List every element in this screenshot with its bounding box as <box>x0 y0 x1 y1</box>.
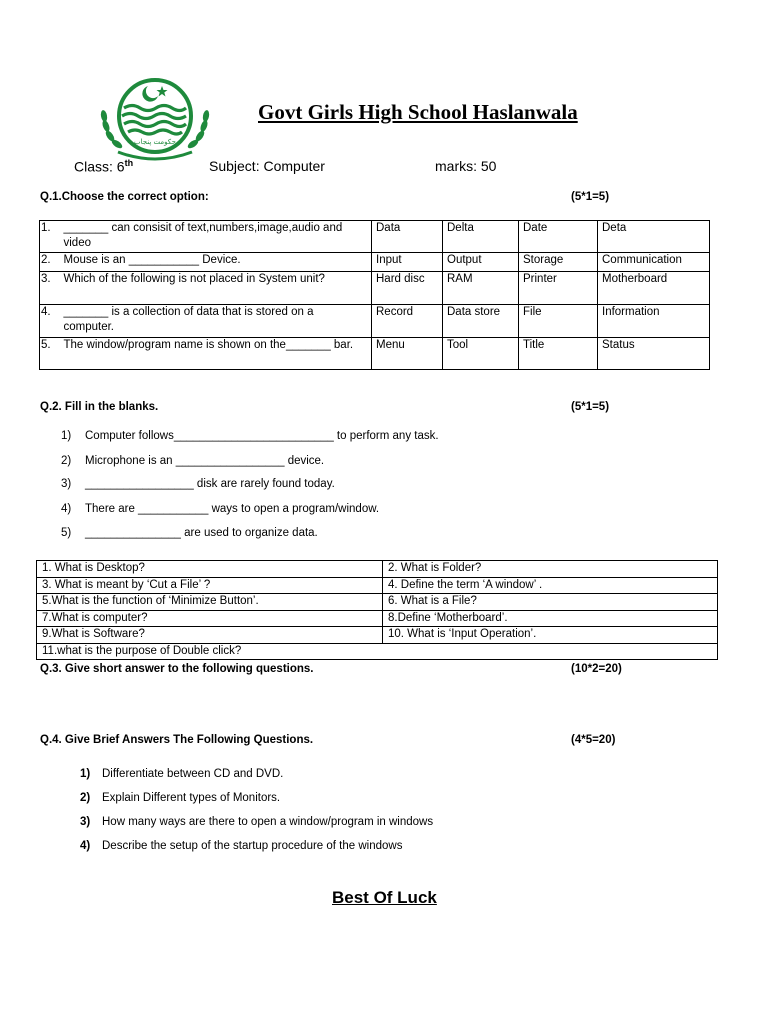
option-cell: RAM <box>443 272 519 305</box>
list-item <box>61 430 439 442</box>
table-cell: 1. What is Desktop? <box>37 561 383 578</box>
emblem-text: حکومت پنجاب <box>134 138 176 146</box>
table-row <box>40 221 710 253</box>
list-item <box>80 816 433 828</box>
option-cell: Motherboard <box>598 272 710 305</box>
mcq-table <box>39 220 710 370</box>
table-row <box>40 305 710 338</box>
table-cell: 9.What is Software? <box>37 627 383 644</box>
table-cell: 2. What is Folder? <box>383 561 718 578</box>
item-text: _______________ are used to organize data. <box>85 527 318 539</box>
table-row <box>37 627 718 644</box>
table-cell: 5.What is the function of ‘Minimize Button’. <box>37 594 383 611</box>
option-cell: Status <box>598 338 710 370</box>
school-emblem-logo <box>96 78 214 164</box>
table-row <box>37 561 718 578</box>
option-cell: Title <box>519 338 598 370</box>
subject-label: Subject: <box>209 158 264 174</box>
q-number: 3. <box>40 272 60 305</box>
item-text: There are ___________ ways to open a program/window. <box>85 503 380 515</box>
school-title: Govt Girls High School Haslanwala <box>258 100 578 124</box>
table-cell: 11.what is the purpose of Double click? <box>37 643 718 660</box>
list-item <box>80 840 402 852</box>
q4-marks: (4*5=20) <box>571 734 616 746</box>
marks-value: 50 <box>480 158 497 174</box>
option-cell: Deta <box>598 221 710 253</box>
list-item <box>61 503 379 515</box>
short-question-table <box>36 560 718 660</box>
class-label: Class: 6 <box>74 158 125 175</box>
option-cell: Input <box>372 253 443 272</box>
q-text: Mouse is an ___________ Device. <box>60 253 372 272</box>
table-cell: 8.Define ‘Motherboard’. <box>383 610 718 627</box>
table-row <box>40 338 710 370</box>
table-row <box>37 577 718 594</box>
item-number: 2) <box>61 455 72 467</box>
q-text: _______ can consisit of text,numbers,image,audio and video <box>60 221 372 253</box>
table-row <box>37 643 718 660</box>
table-row <box>37 610 718 627</box>
item-number: 4) <box>61 503 72 515</box>
option-cell: Tool <box>443 338 519 370</box>
option-cell: Output <box>443 253 519 272</box>
q-number: 5. <box>40 338 60 370</box>
q2-marks: (5*1=5) <box>571 401 610 413</box>
item-text: Computer follows_________________________ to perform any task. <box>85 430 439 442</box>
subject-info <box>209 158 325 174</box>
item-number: 4) <box>80 840 91 852</box>
table-cell: 6. What is a File? <box>383 594 718 611</box>
option-cell: Delta <box>443 221 519 253</box>
item-text: _________________ disk are rarely found today. <box>85 478 335 490</box>
list-item <box>61 455 324 467</box>
table-row <box>37 594 718 611</box>
class-info <box>74 158 133 175</box>
option-cell: Data store <box>443 305 519 338</box>
q3-marks: (10*2=20) <box>571 663 622 675</box>
table-cell: 7.What is computer? <box>37 610 383 627</box>
q-number: 1. <box>40 221 60 253</box>
item-text: Microphone is an _________________ device. <box>85 455 325 467</box>
table-cell: 10. What is ‘Input Operation’. <box>383 627 718 644</box>
item-number: 1) <box>61 430 72 442</box>
table-cell: 3. What is meant by ‘Cut a File’ ? <box>37 577 383 594</box>
option-cell: Storage <box>519 253 598 272</box>
q4-heading: Q.4. Give Brief Answers The Following Questions. <box>40 734 314 746</box>
q2-heading: Q.2. Fill in the blanks. <box>40 401 159 413</box>
item-number: 2) <box>80 792 91 804</box>
q-text: Which of the following is not placed in System unit? <box>60 272 372 305</box>
option-cell: File <box>519 305 598 338</box>
list-item <box>80 768 283 780</box>
subject-value: Computer <box>263 158 325 174</box>
item-number: 5) <box>61 527 72 539</box>
option-cell: Printer <box>519 272 598 305</box>
list-item <box>80 792 280 804</box>
item-number: 1) <box>80 768 91 780</box>
q-text: _______ is a collection of data that is stored on a computer. <box>60 305 372 338</box>
footer-message: Best Of Luck <box>332 888 437 907</box>
item-number: 3) <box>80 816 91 828</box>
list-item <box>61 527 318 539</box>
q-text: The window/program name is shown on the_______ bar. <box>60 338 372 370</box>
option-cell: Hard disc <box>372 272 443 305</box>
marks-label: marks: <box>435 158 481 174</box>
q1-marks: (5*1=5) <box>571 191 610 203</box>
list-item <box>61 478 335 490</box>
option-cell: Record <box>372 305 443 338</box>
marks-info <box>435 158 496 174</box>
item-number: 3) <box>61 478 72 490</box>
table-cell: 4. Define the term ‘A window’ . <box>383 577 718 594</box>
item-text: How many ways are there to open a window/program in windows <box>102 816 434 828</box>
option-cell: Information <box>598 305 710 338</box>
q1-heading: Q.1.Choose the correct option: <box>40 191 209 203</box>
q-number: 2. <box>40 253 60 272</box>
option-cell: Date <box>519 221 598 253</box>
item-text: Differentiate between CD and DVD. <box>102 768 284 780</box>
q-number: 4. <box>40 305 60 338</box>
q3-heading: Q.3. Give short answer to the following questions. <box>40 663 314 675</box>
option-cell: Data <box>372 221 443 253</box>
item-text: Describe the setup of the startup procedure of the windows <box>102 840 403 852</box>
option-cell: Communication <box>598 253 710 272</box>
table-row <box>40 272 710 305</box>
table-row <box>40 253 710 272</box>
option-cell: Menu <box>372 338 443 370</box>
class-suffix: th <box>124 158 134 168</box>
item-text: Explain Different types of Monitors. <box>102 792 281 804</box>
